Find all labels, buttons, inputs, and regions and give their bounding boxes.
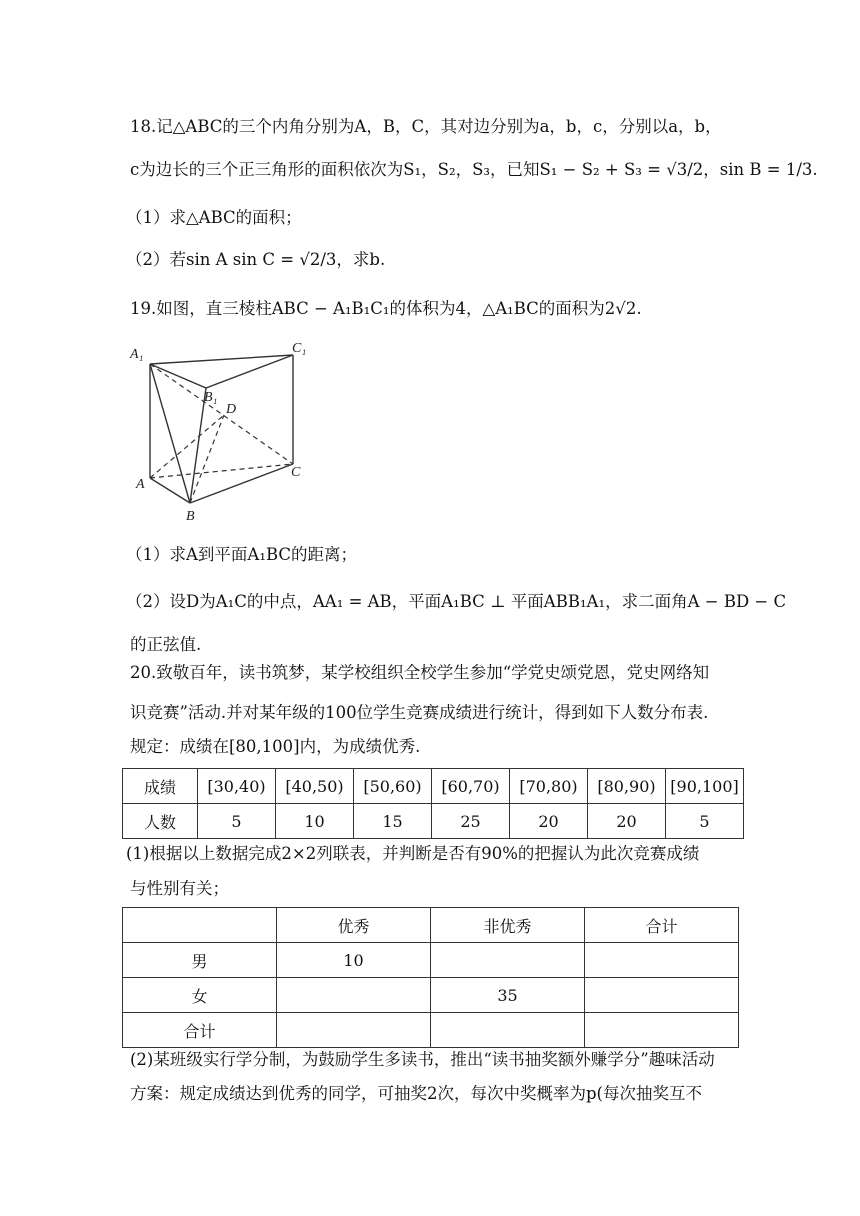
table-cell — [277, 978, 431, 1013]
table-row — [123, 943, 739, 978]
row-header-score: 成绩 — [123, 769, 198, 804]
label-C: C — [291, 465, 301, 480]
header-cell — [123, 908, 277, 943]
interval-cell: [40,50) — [276, 769, 354, 804]
q18-line1: 18.记△ABC的三个内角分别为A，B，C，其对边分别为a，b，c，分别以a，b， — [130, 117, 722, 136]
table-cell — [277, 1013, 431, 1048]
label-B1: B₁ — [204, 390, 218, 405]
q19-part2: （2）设D为A₁C的中点，AA₁ = AB，平面A₁BC ⊥ 平面ABB₁A₁，求二面角A − BD − C — [126, 592, 787, 611]
q18-line2: c为边长的三个正三角形的面积依次为S₁，S₂，S₃，已知S₁ − S₂ + S₃ = √3/2，sin B = 1/3. — [130, 160, 818, 179]
count-cell: 5 — [666, 804, 744, 839]
q19-part1: （1）求A到平面A₁BC的距离； — [126, 545, 357, 564]
count-cell: 15 — [354, 804, 432, 839]
header-cell: 优秀 — [277, 908, 431, 943]
label-B: B — [186, 509, 195, 524]
interval-cell: [30,40) — [198, 769, 276, 804]
q20-line2: 识竞赛”活动.并对某年级的100位学生竞赛成绩进行统计，得到如下人数分布表. — [130, 703, 709, 722]
edge-A1C-dashed — [150, 364, 293, 464]
count-cell: 10 — [276, 804, 354, 839]
table-cell: 男 — [123, 943, 277, 978]
interval-cell: [60,70) — [432, 769, 510, 804]
table-cell — [431, 943, 585, 978]
edge-AD-dashed — [150, 415, 224, 478]
q20-line3: 规定：成绩在[80,100]内，为成绩优秀. — [130, 737, 421, 756]
prism-figure — [128, 338, 318, 526]
table-row — [123, 804, 744, 839]
edge-A1B1 — [150, 364, 206, 388]
edge-B1B — [190, 388, 206, 503]
interval-cell: [70,80) — [510, 769, 588, 804]
header-cell: 合计 — [585, 908, 739, 943]
table-cell — [585, 1013, 739, 1048]
edge-BD-dashed — [190, 415, 224, 503]
header-cell: 非优秀 — [431, 908, 585, 943]
edge-BC — [190, 464, 293, 503]
table-cell: 合计 — [123, 1013, 277, 1048]
q20-part1-line2: 与性别有关； — [130, 879, 229, 898]
contingency-table — [122, 907, 739, 1048]
label-C1: C₁ — [292, 341, 307, 356]
count-cell: 25 — [432, 804, 510, 839]
row-header-count: 人数 — [123, 804, 198, 839]
interval-cell: [90,100] — [666, 769, 744, 804]
table-cell: 10 — [277, 943, 431, 978]
score-distribution-table — [122, 768, 744, 839]
table-cell: 35 — [431, 978, 585, 1013]
q20-line1: 20.致敬百年，读书筑梦，某学校组织全校学生参加“学党史颂党恩，党史网络知 — [130, 663, 710, 682]
count-cell: 20 — [510, 804, 588, 839]
q18-part1: （1）求△ABC的面积； — [126, 208, 302, 227]
q20-part2-line1: (2)某班级实行学分制，为鼓励学生多读书，推出“读书抽奖额外赚学分”趣味活动 — [130, 1050, 715, 1069]
table-cell — [431, 1013, 585, 1048]
table-row — [123, 769, 744, 804]
interval-cell: [80,90) — [588, 769, 666, 804]
count-cell: 20 — [588, 804, 666, 839]
table-row — [123, 978, 739, 1013]
q18-part2: （2）若sin A sin C = √2/3，求b. — [126, 250, 386, 269]
table-cell — [585, 978, 739, 1013]
label-A1: A₁ — [130, 347, 144, 362]
edge-AC-dashed — [150, 464, 293, 478]
interval-cell: [50,60) — [354, 769, 432, 804]
table-cell — [585, 943, 739, 978]
table-row — [123, 908, 739, 943]
q20-part1-line1: (1)根据以上数据完成2×2列联表，并判断是否有90%的把握认为此次竞赛成绩 — [126, 844, 700, 863]
label-D: D — [226, 402, 237, 417]
q20-part2-line2: 方案：规定成绩达到优秀的同学，可抽奖2次，每次中奖概率为p(每次抽奖互不 — [130, 1084, 702, 1103]
q19-part2-cont: 的正弦值. — [130, 635, 202, 654]
q19-intro: 19.如图，直三棱柱ABC − A₁B₁C₁的体积为4，△A₁BC的面积为2√2. — [130, 299, 642, 318]
table-cell: 女 — [123, 978, 277, 1013]
label-A: A — [136, 477, 145, 492]
count-cell: 5 — [198, 804, 276, 839]
table-row — [123, 1013, 739, 1048]
